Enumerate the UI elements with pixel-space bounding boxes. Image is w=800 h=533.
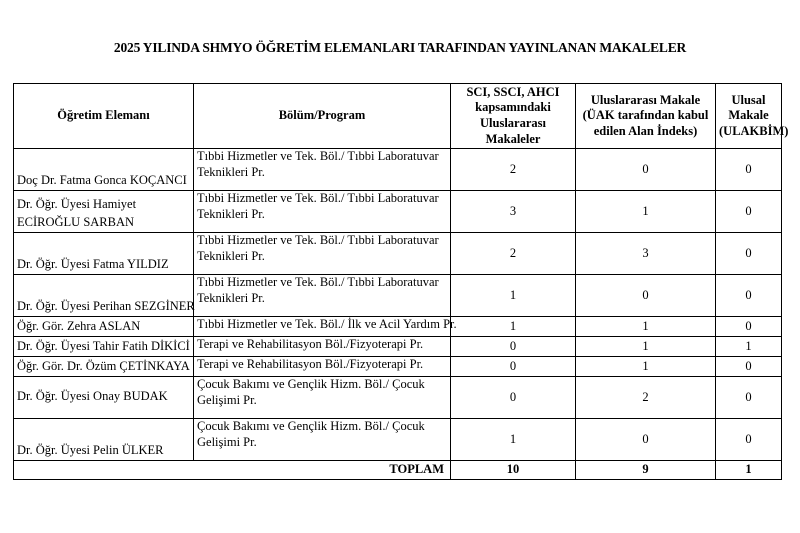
program-cell: Çocuk Bakımı ve Gençlik Hizm. Böl./ Çocuk Gelişimi Pr. (194, 377, 451, 419)
table-row (14, 149, 782, 191)
sci-count: 3 (451, 191, 576, 233)
table-row (14, 233, 782, 275)
national-count: 0 (716, 357, 782, 377)
articles-table (13, 83, 789, 480)
table-row (14, 337, 782, 357)
program-cell: Tıbbi Hizmetler ve Tek. Böl./ İlk ve Acil Yardım Pr. (194, 317, 451, 337)
international-count: 1 (576, 191, 716, 233)
lecturer-name: Dr. Öğr. Üyesi Onay BUDAK (14, 377, 194, 419)
lecturer-name: Doç Dr. Fatma Gonca KOÇANCI (14, 149, 194, 191)
table-row (14, 357, 782, 377)
sci-count: 0 (451, 337, 576, 357)
lecturer-name: Dr. Öğr. Üyesi Pelin ÜLKER (14, 419, 194, 461)
international-count: 0 (576, 149, 716, 191)
header-program: Bölüm/Program (194, 84, 451, 149)
program-cell: Terapi ve Rehabilitasyon Böl./Fizyoterapi Pr. (194, 337, 451, 357)
sci-count: 1 (451, 419, 576, 461)
header-lecturer: Öğretim Elemanı (14, 84, 194, 149)
lecturer-name: Öğr. Gör. Zehra ASLAN (14, 317, 194, 337)
international-count: 2 (576, 377, 716, 419)
header-sci: SCI, SSCI, AHCI kapsamındaki Uluslararası Makaleler (451, 84, 576, 149)
table-row (14, 275, 782, 317)
international-count: 1 (576, 357, 716, 377)
total-row (14, 461, 782, 480)
international-count: 1 (576, 337, 716, 357)
sci-count: 2 (451, 233, 576, 275)
table-row (14, 317, 782, 337)
lecturer-name: Dr. Öğr. Üyesi Fatma YILDIZ (14, 233, 194, 275)
sci-count: 1 (451, 275, 576, 317)
national-count: 0 (716, 191, 782, 233)
lecturer-name: Öğr. Gör. Dr. Özüm ÇETİNKAYA (14, 357, 194, 377)
page-title: 2025 YILINDA SHMYO ÖĞRETİM ELEMANLARI TARAFINDAN YAYINLANAN MAKALELER (113, 40, 687, 55)
total-label: TOPLAM (14, 461, 451, 480)
international-count: 3 (576, 233, 716, 275)
national-count: 0 (716, 317, 782, 337)
table-row (14, 191, 782, 233)
sci-count: 1 (451, 317, 576, 337)
national-count: 0 (716, 233, 782, 275)
total-sci: 10 (451, 461, 576, 480)
header-row (14, 84, 782, 149)
total-national: 1 (716, 461, 782, 480)
sci-count: 0 (451, 357, 576, 377)
program-cell: Terapi ve Rehabilitasyon Böl./Fizyoterapi Pr. (194, 357, 451, 377)
program-cell: Tıbbi Hizmetler ve Tek. Böl./ Tıbbi Laboratuvar Teknikleri Pr. (194, 191, 451, 233)
lecturer-name: Dr. Öğr. Üyesi Perihan SEZGİNER (14, 275, 194, 317)
national-count: 0 (716, 419, 782, 461)
lecturer-name: Dr. Öğr. Üyesi Tahir Fatih DİKİCİ (14, 337, 194, 357)
lecturer-name: Dr. Öğr. Üyesi Hamiyet ECİROĞLU SARBAN (14, 191, 194, 233)
sci-count: 2 (451, 149, 576, 191)
header-national: Ulusal Makale (ULAKBİM) (716, 84, 782, 149)
national-count: 0 (716, 377, 782, 419)
national-count: 0 (716, 275, 782, 317)
program-cell: Tıbbi Hizmetler ve Tek. Böl./ Tıbbi Laboratuvar Teknikleri Pr. (194, 233, 451, 275)
international-count: 1 (576, 317, 716, 337)
international-count: 0 (576, 275, 716, 317)
header-international: Uluslararası Makale (ÜAK tarafından kabul edilen Alan İndeks) (576, 84, 716, 149)
program-cell: Tıbbi Hizmetler ve Tek. Böl./ Tıbbi Laboratuvar Teknikleri Pr. (194, 275, 451, 317)
sci-count: 0 (451, 377, 576, 419)
program-cell: Tıbbi Hizmetler ve Tek. Böl./ Tıbbi Laboratuvar Teknikleri Pr. (194, 149, 451, 191)
program-cell: Çocuk Bakımı ve Gençlik Hizm. Böl./ Çocuk Gelişimi Pr. (194, 419, 451, 461)
table-row (14, 377, 782, 419)
national-count: 0 (716, 149, 782, 191)
national-count: 1 (716, 337, 782, 357)
total-international: 9 (576, 461, 716, 480)
table-row (14, 419, 782, 461)
international-count: 0 (576, 419, 716, 461)
